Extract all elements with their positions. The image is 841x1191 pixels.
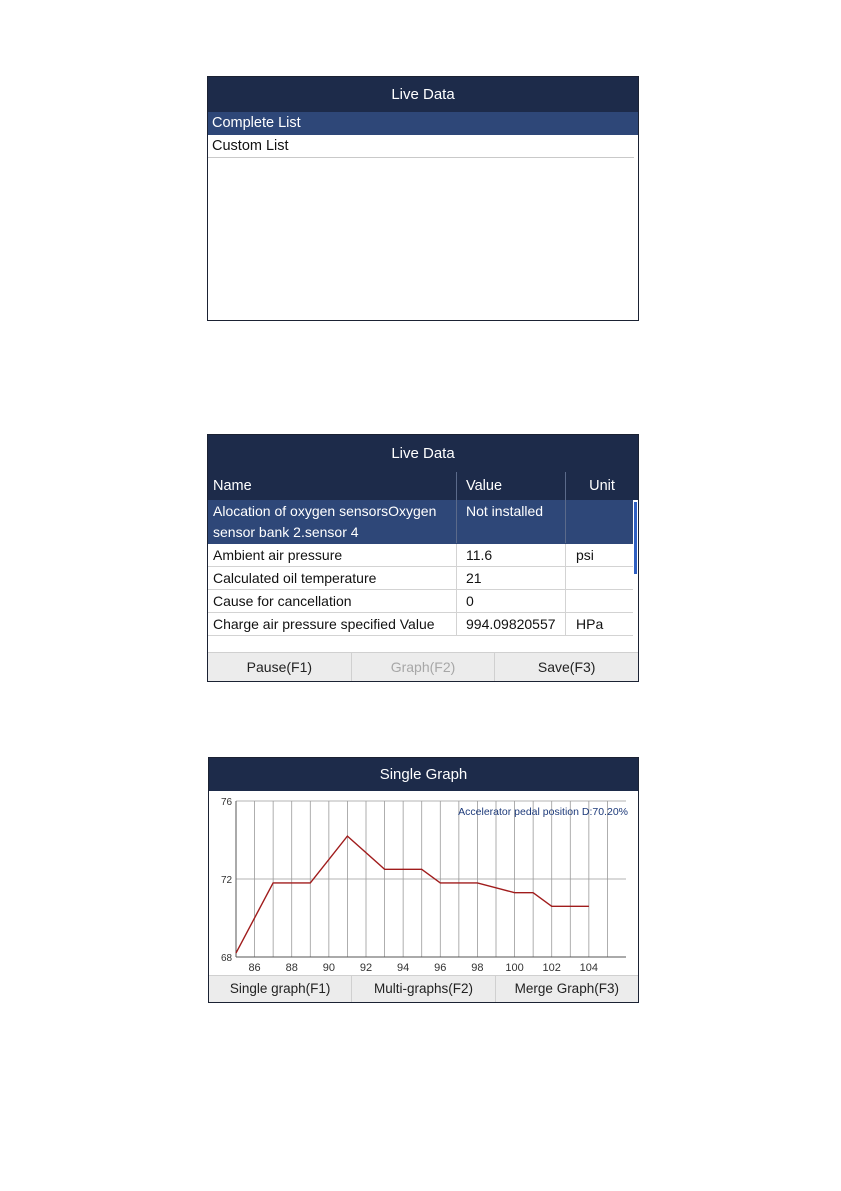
row-value: 21 xyxy=(457,567,566,589)
table-row[interactable] xyxy=(208,590,633,613)
footer-toolbar xyxy=(208,652,638,681)
row-unit xyxy=(566,500,633,543)
chart-annotation: Accelerator pedal position D:70.20% xyxy=(458,806,628,818)
x-tick-label: 100 xyxy=(505,962,524,974)
row-name: Cause for cancellation xyxy=(208,590,457,612)
live-data-menu-screen xyxy=(207,76,639,321)
single-graph-button[interactable]: Single graph(F1) xyxy=(209,976,352,1002)
scrollbar[interactable] xyxy=(634,502,637,574)
single-graph-screen xyxy=(208,757,639,1003)
x-tick-label: 94 xyxy=(397,962,410,974)
series-line xyxy=(236,836,589,953)
menu-item-custom-list[interactable]: Custom List xyxy=(208,135,634,158)
row-unit xyxy=(566,567,633,589)
column-header-unit: Unit xyxy=(589,478,615,494)
row-name: Charge air pressure specified Value xyxy=(208,613,457,635)
y-tick-label: 76 xyxy=(221,797,233,808)
row-name: Ambient air pressure xyxy=(208,544,457,566)
table-header xyxy=(208,472,638,500)
row-value: 994.09820557 xyxy=(457,613,566,635)
screen-title: Single Graph xyxy=(209,758,638,791)
x-tick-label: 104 xyxy=(579,962,599,974)
column-header-name: Name xyxy=(208,472,457,500)
x-tick-label: 102 xyxy=(542,962,561,974)
table-row[interactable] xyxy=(208,567,633,590)
row-value: 0 xyxy=(457,590,566,612)
graph-button[interactable]: Graph(F2) xyxy=(352,653,496,681)
table-body[interactable] xyxy=(208,500,638,651)
row-unit: psi xyxy=(576,547,594,563)
screen-title: Live Data xyxy=(208,77,638,112)
table-row[interactable] xyxy=(208,500,633,544)
merge-graph-button[interactable]: Merge Graph(F3) xyxy=(514,981,619,996)
row-name: Calculated oil temperature xyxy=(208,567,457,589)
x-tick-label: 86 xyxy=(248,962,261,974)
multi-graphs-button[interactable]: Multi-graphs(F2) xyxy=(352,976,495,1002)
row-unit: HPa xyxy=(576,616,604,632)
y-tick-label: 72 xyxy=(221,875,233,886)
pause-button[interactable]: Pause(F1) xyxy=(208,653,352,681)
screen-title: Live Data xyxy=(208,435,638,472)
row-unit xyxy=(566,590,633,612)
row-name: Alocation of oxygen sensorsOxygen sensor bank 2.sensor 4 xyxy=(208,500,457,543)
footer-toolbar xyxy=(209,975,638,1002)
row-value: Not installed xyxy=(457,500,566,543)
y-tick-label: 68 xyxy=(221,953,233,964)
live-data-table-screen xyxy=(207,434,639,682)
table-row[interactable] xyxy=(208,544,633,567)
x-tick-label: 98 xyxy=(471,962,484,974)
line-chart xyxy=(209,791,638,976)
x-tick-label: 92 xyxy=(359,962,373,974)
x-tick-label: 90 xyxy=(322,962,335,974)
table-row[interactable] xyxy=(208,613,633,636)
x-tick-label: 96 xyxy=(434,962,447,974)
menu-item-complete-list[interactable]: Complete List xyxy=(208,112,638,135)
column-header-value: Value xyxy=(457,472,566,500)
row-value: 11.6 xyxy=(457,544,566,566)
save-button[interactable]: Save(F3) xyxy=(537,659,596,675)
x-tick-label: 88 xyxy=(285,962,298,974)
